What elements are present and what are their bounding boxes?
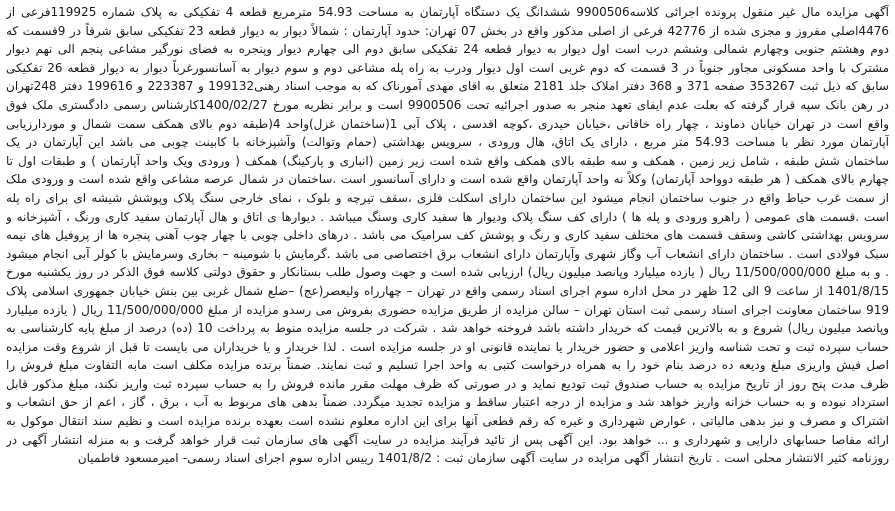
auction-notice [6, 3, 889, 508]
notice-body-text: آگهی مزایده مال غیر منقول پرونده اجرائی کلاسه9900506 ششدانگ یک دستگاه آپارتمان به مساحت 54.93 مترمربع قطعه 4 تفکیکی به پلاک شماره 119925فرعی از 4476اصلی مفروز و مجزی شده از 42776 فرعی از اصلی مذکور واقع در بخش 07 تهران: حدود آپارتمان : شمالاً دیوار به دیوار قطعه 23 تفکیکی سابق شرقاً در 9قسمت که دوم وهشتم جنوبی وچهارم شمالی وششم درب است اول دیوار به دیوار قطعه 24 تفکیکی سابق دوم الی چهارم دیوار وپنجره به فضای نورگیر مشاعی پنجم الی نهم دیوار مشترک با واحد مسکونی مجاور جنوباً در 3 قسمت که دوم غربی است اول دیوار ودرب به راه پله مشاعی دوم و سوم دیوار به آسانسورغرباً دیوار به دیوار قطعه 26 تفکیکی سابق که ذیل ثبت 353267 صفحه 371 و 368 دفتر املاک جلد 2181 متعلق به اقای مهدی آمورناک که به موجب اسناد رهنی199132 و 223387 و 199616 دفتر 248تهران در رهن بانک سپه قرار گرفته که بعلت عدم ایفای تعهد منجر به صدور اجرائیه تحت 9900506 است و برابر نظریه مورخ 1400/02/27کارشناس رسمی دادگستری ملک فوق واقع است در تهران خیابان دماوند ، چهار راه خاقانی ،خیابان حیدری ،کوچه اقدسی ، پلاک آبی 1(ساختمان غزل)واحد 4(طبقه دوم بالای همکف سمت شمال و موردارزیابی آپارتمان مورد نظر با مساحت 54.93 متر مربع ، دارای یک اتاق، هال ورودی ، سرویس بهداشتی (حمام وتوالت) وآشپزخانه با کابینت چوبی می باشد این آپارتمان در یک ساختمان شش طبقه ، شامل زیر زمین ، همکف و سه طبقه بالای همکف واقع شده است زیر زمین (انباری و پارکینگ) همکف ( ورودی ویک واحد آپارتمان ) و طبقات اول تا چهارم بالای همکف ( هر طبقه دوواحد آپارتمان) وکلاً نه واحد آپارتمان واقع شده است و دارای آسانسور است .ساختمان در شمال عرصه مشاعی واقع شده است و ورودی ملک از سمت غرب حیاط واقع در جنوب ساختمان انجام میشود این ساختمان دارای اسکلت فلزی ،سقف تیرچه و بلوک ، نمای خارجی سنگ پلاک وپوشش شیشه ای برای راه پله است .قسمت های عمومی ( راهرو ورودی و پله ها ) دارای کف سنگ پلاک ودیوار ها سفید کاری وسنگ میباشد . دیوارها ی اتاق و هال آپارتمان سفید کاری ورنگ ، آشپزخانه و سرویس بهداشتی کاشی وسقف قسمت های مختلف سفید کاری و رنگ و پوشش کف سرامیک می باشد . درهای داخلی چوبی با چهار چوب آهنی پنجره ها از پروفیل های نیمه سبک فولادی است . ساختمان دارای انشعاب آب وگاز شهری وآپارتمان دارای انشعاب برق اختصاصی می باشد .گرمایش با شومینه – بخاری وسرمایش با کولر آبی انجام میشود . و به مبلغ 11/500/000/000 ریال ( یازده میلیارد وپانصد میلیون ریال) ارزیابی شده است و جهت وصول طلب بستانکار و حقوق دولتی کلاسه فوق الذکر در روز یکشنبه مورخ 1401/8/15 از ساعت 9 الی 12 ظهر در محل اداره سوم اجرای اسناد رسمی واقع در تهران – چهارراه ولیعصر(عج) –ضلع شمال غربی بین بنش خیابان جمهوری اسلامی پلاک 919 ساختمان معاونت اجرای اسناد رسمی ثبت استان تهران – سالن مزایده از طریق مزایده حضوری بفروش می رسدو مزایده از مبلغ 11/500/000/000 ریال ( یازده میلیارد وپانصد میلیون ریال) شروع و به بالاترین قیمت که خریدار داشته باشد فروخته خواهد شد . شرکت در جلسه مزایده منوط به پرداخت 10 (ده) درصد از مبلغ پایه کارشناسی به حساب سپرده ثبت و تحت شناسه واریز اعلامی و حضور خریدار یا نماینده قانونی او در جلسه مزایده است . لذا خریدار و یا خریداران می بایست تا قبل از شروع وقت مزایده اصل فیش واریزی مبلغ ودیعه ده درصد بنام خود را به همراه درخواست کتبی به واحد اجرا تسلیم و ثبت نمایند. ضمناً برنده مزایده مکلف است مابه التفاوت مبلغ فروش را ظرف مدت پنج روز از تاریخ مزایده به حساب صندوق ثبت تودیع نماید و در صورتی که ظرف مهلت مقرر مانده فروش را به حساب سپرده ثبت واریز نکند، مبلغ مذکور قابل استرداد نبوده و به حساب خزانه واریز خواهد شد و مزایده از درجه اعتبار ساقط و مزایده تجدید میگردد. ضمناً بدهی های مربوط به آب ، برق ، گاز ، اعم از حق انشعاب و اشتراک و مصرف و نیز بدهی مالیاتی ، عوارض شهرداری و غیره که رقم قطعی آنها برای این اداره معلوم نشده است بعهده برنده مزایده است و نظیم سند انتقال موکول به ارائه مفاصا حسابهای دارایی و شهرداری و ... خواهد بود. این آگهی پس از تائید فرآیند مزایده در سایت آگهی های سازمان ثبت قرار خواهد گرفت و به منزله انتشار آگهی در روزنامه کثیر الانتشار محلی است . تاریخ انتشار آگهی مزایده در سایت آگهی سازمان ثبت : 1401/8/2 رییس اداره سوم اجرای اسناد رسمی- امیرمسعود فاطمیان [6, 5, 889, 466]
